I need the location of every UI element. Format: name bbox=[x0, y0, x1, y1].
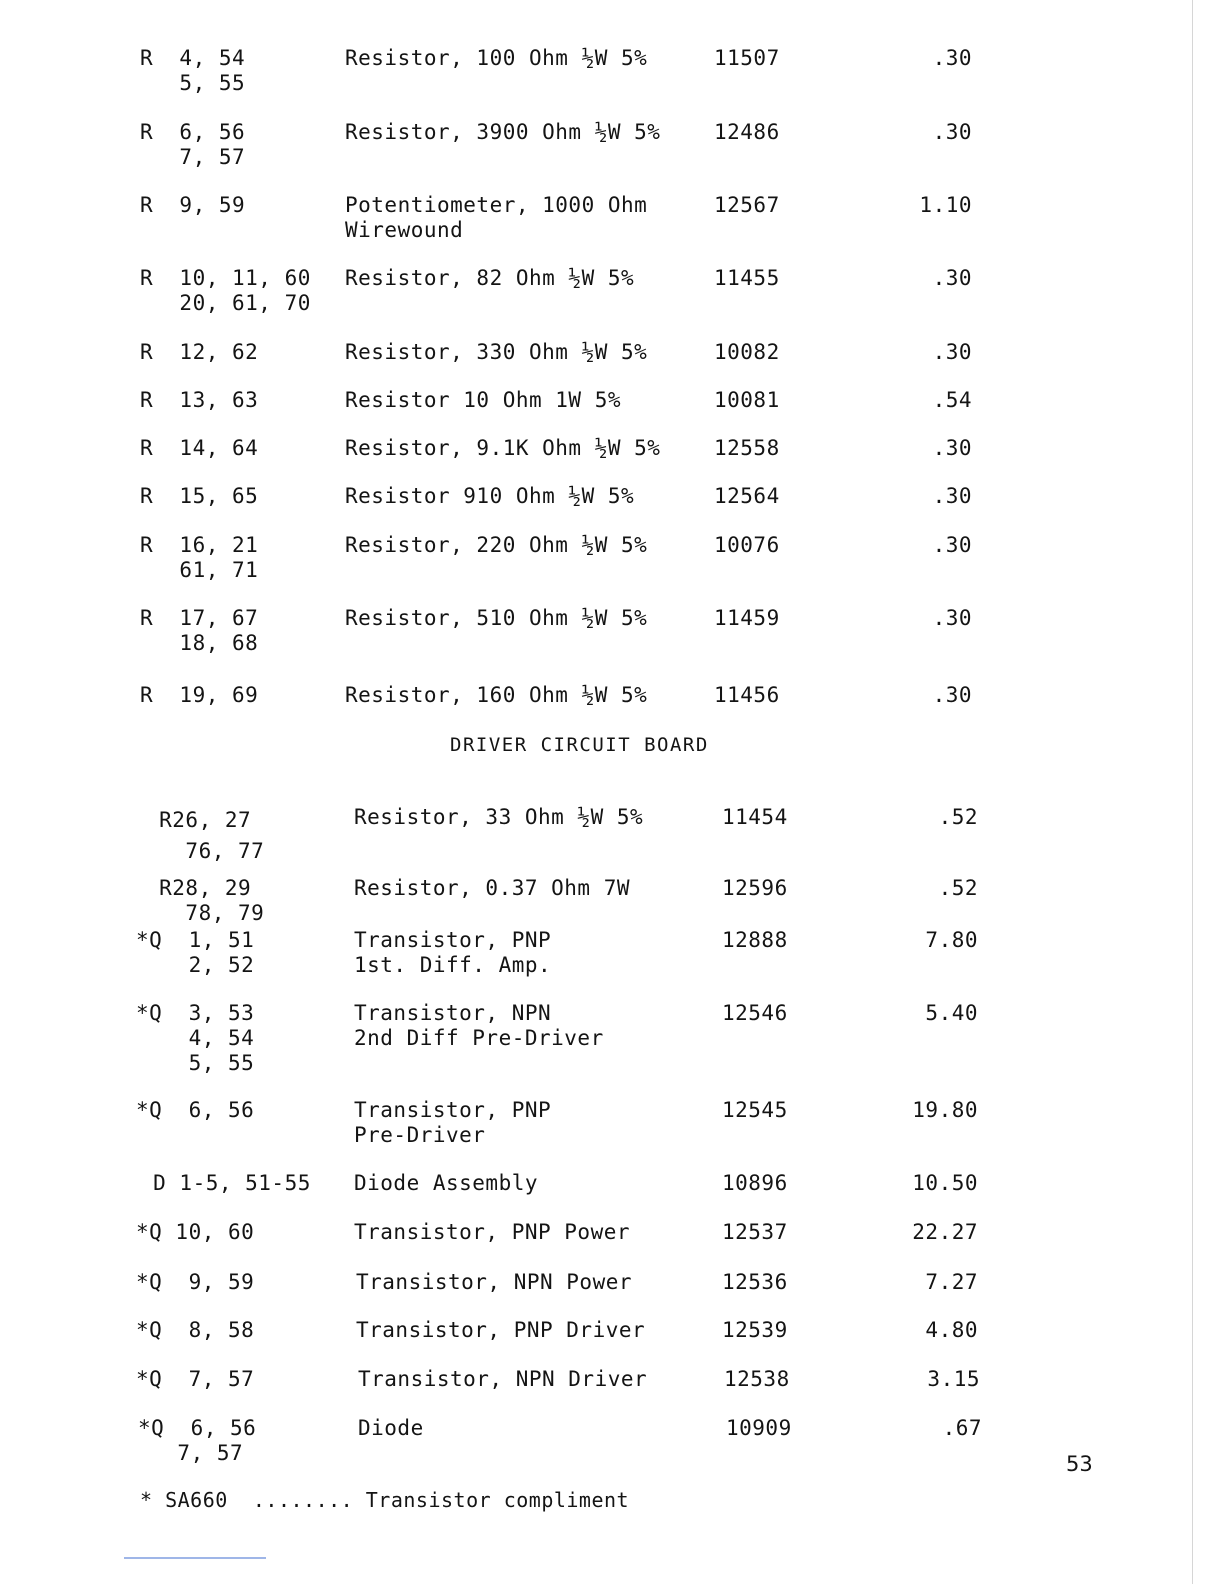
part-price: .30 bbox=[932, 533, 972, 557]
reference-designator: R 10, 11, 60 20, 61, 70 bbox=[140, 266, 311, 315]
part-price: .30 bbox=[932, 484, 972, 508]
part-number: 12536 bbox=[722, 1270, 788, 1294]
part-price: 7.27 bbox=[925, 1270, 978, 1294]
reference-designator: R 13, 63 bbox=[140, 388, 259, 412]
reference-designator: R 16, 21 61, 71 bbox=[140, 533, 259, 582]
reference-designator: *Q 3, 53 4, 54 5, 55 bbox=[136, 1001, 255, 1075]
part-price: .52 bbox=[938, 876, 978, 900]
part-price: .30 bbox=[932, 120, 972, 144]
reference-designator: *Q 10, 60 bbox=[136, 1220, 255, 1244]
part-description: Transistor, PNP Power bbox=[354, 1220, 631, 1244]
part-price: .30 bbox=[932, 266, 972, 290]
reference-designator: R26, 27 76, 77 bbox=[159, 808, 265, 863]
footnote: * SA660 ........ Transistor compliment bbox=[140, 1488, 630, 1512]
part-description: Resistor, 0.37 Ohm 7W bbox=[354, 876, 631, 900]
reference-designator: *Q 6, 56 7, 57 bbox=[138, 1416, 257, 1465]
part-number: 12486 bbox=[714, 120, 780, 144]
reference-designator: R 9, 59 bbox=[140, 193, 246, 217]
part-description: Resistor, 82 Ohm ½W 5% bbox=[345, 266, 635, 290]
part-number: 10896 bbox=[722, 1171, 788, 1195]
part-number: 10081 bbox=[714, 388, 780, 412]
part-price: 22.27 bbox=[912, 1220, 978, 1244]
part-number: 11456 bbox=[714, 683, 780, 707]
part-description: Resistor, 160 Ohm ½W 5% bbox=[345, 683, 648, 707]
page-number: 53 bbox=[1066, 1452, 1093, 1476]
part-number: 10082 bbox=[714, 340, 780, 364]
part-description: Resistor, 220 Ohm ½W 5% bbox=[345, 533, 648, 557]
reference-designator: D 1-5, 51-55 bbox=[140, 1171, 311, 1195]
part-number: 12596 bbox=[722, 876, 788, 900]
part-description: Resistor, 510 Ohm ½W 5% bbox=[345, 606, 648, 630]
part-number: 10909 bbox=[726, 1416, 792, 1440]
part-price: .30 bbox=[932, 46, 972, 70]
part-number: 12539 bbox=[722, 1318, 788, 1342]
part-description: Transistor, PNP Driver bbox=[356, 1318, 646, 1342]
part-price: .54 bbox=[932, 388, 972, 412]
part-number: 12888 bbox=[722, 928, 788, 952]
part-number: 10076 bbox=[714, 533, 780, 557]
part-price: 7.80 bbox=[925, 928, 978, 952]
part-number: 12558 bbox=[714, 436, 780, 460]
part-number: 11507 bbox=[714, 46, 780, 70]
part-description: Diode bbox=[358, 1416, 424, 1440]
reference-designator: R 17, 67 18, 68 bbox=[140, 606, 259, 655]
part-number: 12564 bbox=[714, 484, 780, 508]
part-description: Resistor, 330 Ohm ½W 5% bbox=[345, 340, 648, 364]
part-description: Resistor, 9.1K Ohm ½W 5% bbox=[345, 436, 661, 460]
part-description: Transistor, PNP 1st. Diff. Amp. bbox=[354, 928, 552, 977]
reference-designator: R 15, 65 bbox=[140, 484, 259, 508]
part-description: Transistor, NPN 2nd Diff Pre-Driver bbox=[354, 1001, 604, 1050]
part-number: 12546 bbox=[722, 1001, 788, 1025]
reference-designator: *Q 7, 57 bbox=[136, 1367, 255, 1391]
part-price: 4.80 bbox=[925, 1318, 978, 1342]
part-description: Transistor, NPN Power bbox=[356, 1270, 633, 1294]
part-price: 3.15 bbox=[927, 1367, 980, 1391]
part-price: 5.40 bbox=[925, 1001, 978, 1025]
part-number: 12545 bbox=[722, 1098, 788, 1122]
scan-underline-mark bbox=[124, 1557, 266, 1559]
part-price: .30 bbox=[932, 606, 972, 630]
part-description: Resistor 910 Ohm ½W 5% bbox=[345, 484, 635, 508]
reference-designator: R 19, 69 bbox=[140, 683, 259, 707]
part-number: 11455 bbox=[714, 266, 780, 290]
part-number: 12537 bbox=[722, 1220, 788, 1244]
part-description: Transistor, NPN Driver bbox=[358, 1367, 648, 1391]
part-price: 10.50 bbox=[912, 1171, 978, 1195]
reference-designator: *Q 8, 58 bbox=[136, 1318, 255, 1342]
part-description: Resistor 10 Ohm 1W 5% bbox=[345, 388, 622, 412]
reference-designator: R 12, 62 bbox=[140, 340, 259, 364]
part-number: 11454 bbox=[722, 805, 788, 829]
part-description: Resistor, 3900 Ohm ½W 5% bbox=[345, 120, 661, 144]
part-description: Transistor, PNP Pre-Driver bbox=[354, 1098, 552, 1147]
part-price: .30 bbox=[932, 436, 972, 460]
reference-designator: R 4, 54 5, 55 bbox=[140, 46, 246, 95]
reference-designator: R28, 29 78, 79 bbox=[159, 876, 265, 925]
reference-designator: R 6, 56 7, 57 bbox=[140, 120, 246, 169]
part-price: .52 bbox=[938, 805, 978, 829]
part-description: Resistor, 100 Ohm ½W 5% bbox=[345, 46, 648, 70]
reference-designator: *Q 9, 59 bbox=[136, 1270, 255, 1294]
part-price: .30 bbox=[932, 683, 972, 707]
part-price: .30 bbox=[932, 340, 972, 364]
part-price: 1.10 bbox=[919, 193, 972, 217]
reference-designator: *Q 6, 56 bbox=[136, 1098, 255, 1122]
part-number: 12567 bbox=[714, 193, 780, 217]
reference-designator: *Q 1, 51 2, 52 bbox=[136, 928, 255, 977]
part-number: 11459 bbox=[714, 606, 780, 630]
part-description: Diode Assembly bbox=[354, 1171, 539, 1195]
part-price: 19.80 bbox=[912, 1098, 978, 1122]
part-description: Resistor, 33 Ohm ½W 5% bbox=[354, 805, 644, 829]
reference-designator: R 14, 64 bbox=[140, 436, 259, 460]
section-heading: DRIVER CIRCUIT BOARD bbox=[450, 734, 709, 756]
part-number: 12538 bbox=[724, 1367, 790, 1391]
part-price: .67 bbox=[942, 1416, 982, 1440]
page-margin-line bbox=[1192, 0, 1193, 1584]
part-description: Potentiometer, 1000 Ohm Wirewound bbox=[345, 193, 648, 242]
